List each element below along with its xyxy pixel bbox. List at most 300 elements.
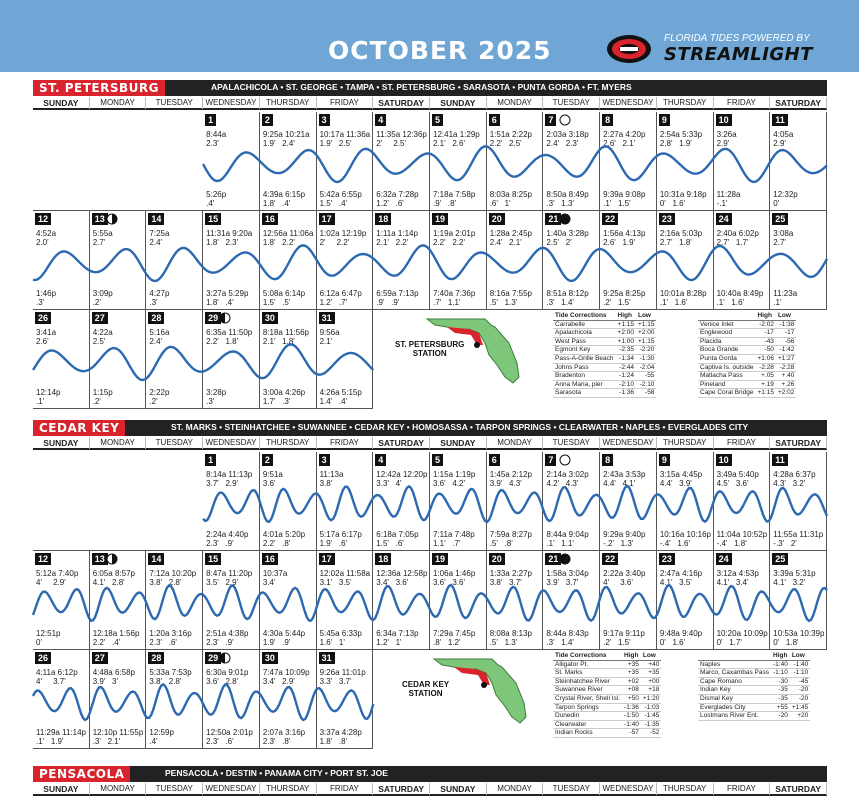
high-tide-text: 4:28a 6:37p 4.3' 3.2' bbox=[773, 470, 816, 488]
corrections-cell: -35 bbox=[771, 694, 790, 703]
corrections-cell: -20 bbox=[790, 694, 810, 703]
station-cities: APALACHICOLA • ST. GEORGE • TAMPA • ST. PETERSBURG • SARASOTA • PUNTA GORDA • FT. MYERS bbox=[211, 82, 632, 92]
weekday-label: WEDNESDAY bbox=[600, 437, 657, 449]
low-tide-text: 8:50a 8:49p .3' 1.3' bbox=[546, 190, 589, 208]
date-number: 18 bbox=[375, 553, 391, 565]
high-tide-text: 8:47a 11:20p 3.5' 2.9' bbox=[206, 569, 253, 587]
high-tide-text: 5:55a 2.7' bbox=[92, 229, 113, 247]
day-cell bbox=[317, 112, 374, 211]
low-tide-text: 5:45a 6:33p 1.6' 1' bbox=[319, 629, 362, 647]
corrections-cell: -1:40 bbox=[790, 660, 810, 669]
corrections-cell: Carrabelle bbox=[553, 320, 616, 329]
corrections-cell: -45 bbox=[790, 677, 810, 686]
high-tide-text: 10:17a 11:36a 1.9' 2.5' bbox=[319, 130, 371, 148]
date-number: 2 bbox=[262, 454, 273, 466]
corrections-cell: +1:15 bbox=[757, 389, 774, 397]
weekday-label: THURSDAY bbox=[260, 437, 317, 449]
high-tide-text: 4:22a 2.5' bbox=[92, 328, 113, 346]
date-number: 9 bbox=[659, 114, 670, 126]
corrections-cell: -17 bbox=[755, 329, 775, 338]
date-number: 7 bbox=[545, 454, 556, 466]
corrections-cell: St. Marks bbox=[553, 669, 622, 678]
day-cell bbox=[714, 452, 771, 551]
tide-corrections-right bbox=[698, 652, 810, 721]
corrections-cell: -1:10 bbox=[790, 669, 810, 678]
date-number: 12 bbox=[35, 553, 51, 565]
corrections-cell: Pineland bbox=[698, 380, 755, 389]
corrections-cell: +2:00 bbox=[617, 329, 634, 337]
date-number: 30 bbox=[262, 652, 278, 664]
low-tide-text: 12:10p 11:55p .3' 2.1' bbox=[92, 728, 144, 746]
date-number: 27 bbox=[92, 652, 108, 664]
high-tide-text: 7:25a 2.4' bbox=[149, 229, 170, 247]
low-tide-text: 12:50a 2:01p 2.3' .6' bbox=[206, 728, 253, 746]
corrections-cell: Anna Maria, pier bbox=[553, 380, 616, 389]
corrections-cell: West Pass bbox=[553, 337, 616, 346]
corrections-cell: -1:24 bbox=[616, 372, 636, 381]
day-cell bbox=[260, 310, 317, 409]
high-tide-text: 2:43a 3:53p 4.4' 4.1' bbox=[603, 470, 646, 488]
day-cell bbox=[430, 452, 487, 551]
high-tide-text: 1:40a 3:28p 2.5' 2' bbox=[546, 229, 589, 247]
corrections-cell: Captiva Is. outside bbox=[700, 363, 754, 371]
corrections-cell: +1:15 bbox=[637, 320, 655, 328]
weekday-label: SATURDAY bbox=[770, 437, 827, 449]
date-number: 28 bbox=[148, 652, 164, 664]
high-tide-text: 6:30a 9:01p 3.6' 2.8' bbox=[206, 668, 249, 686]
high-tide-text: 3:39a 5:31p 4.1' 3.2' bbox=[773, 569, 816, 587]
weekday-header-row bbox=[33, 783, 827, 796]
day-cell bbox=[33, 310, 90, 409]
weekday-label: TUESDAY bbox=[543, 783, 600, 795]
high-tide-text: 5:16a 2.4' bbox=[149, 328, 170, 346]
high-tide-text: 2:22a 3:40p 4' 3.6' bbox=[603, 569, 646, 587]
low-tide-text: 5:17a 6:17p 1.9' .6' bbox=[319, 530, 362, 548]
day-cell bbox=[600, 551, 657, 650]
day-cell bbox=[487, 112, 544, 211]
day-cell bbox=[543, 211, 600, 310]
high-tide-text: 1:02a 12:19p 2' 2.2' bbox=[319, 229, 367, 247]
high-tide-text: 9:51a 3.6' bbox=[262, 470, 283, 488]
corrections-cell: -2:10 bbox=[616, 380, 636, 389]
high-tide-text: 11:31a 9:20a 1.8' 2.3' bbox=[206, 229, 253, 247]
high-tide-text: 2:27a 4:20p 2.6' 2.1' bbox=[603, 130, 646, 148]
corrections-header-cell: High bbox=[622, 652, 641, 660]
corrections-cell: -1:36 bbox=[624, 703, 639, 711]
low-tide-text: 3:00a 4:26p 1.7' .3' bbox=[262, 388, 306, 406]
date-number: 3 bbox=[319, 454, 330, 466]
low-tide-text: 5:08a 6:14p 1.5' .5' bbox=[262, 289, 306, 307]
moon-last-icon bbox=[106, 553, 118, 565]
corrections-cell: Indian Key bbox=[698, 686, 771, 695]
day-cell bbox=[90, 310, 147, 409]
weekday-label: THURSDAY bbox=[657, 783, 714, 795]
high-tide-text: 12:02a 11:58a 3.1' 3.5' bbox=[319, 569, 371, 587]
day-cell bbox=[33, 551, 90, 650]
corrections-cell: +1:00 bbox=[617, 337, 634, 345]
weekday-label: TUESDAY bbox=[543, 97, 600, 109]
corrections-cell: +50 bbox=[622, 694, 641, 703]
day-cell bbox=[487, 452, 544, 551]
day-cell bbox=[487, 211, 544, 310]
day-cell bbox=[90, 211, 147, 310]
low-tide-text: 1:46p .3' bbox=[36, 289, 57, 307]
low-tide-text: 2:51a 4:38p 2.3' .9' bbox=[206, 629, 249, 647]
high-tide-text: 3:12a 4:53p 4.1' 3.4' bbox=[716, 569, 759, 587]
corrections-cell: -1:38 bbox=[776, 320, 796, 329]
low-tide-text: 1:15p .2' bbox=[92, 388, 113, 406]
day-cell bbox=[260, 112, 317, 211]
high-tide-text: 3:26a 2.9' bbox=[716, 130, 737, 148]
date-number: 21 bbox=[545, 553, 561, 565]
day-cell bbox=[260, 452, 317, 551]
moon-new-icon bbox=[559, 213, 571, 225]
date-number: 7 bbox=[545, 114, 556, 126]
date-number: 20 bbox=[489, 553, 505, 565]
corrections-cell: +55 bbox=[771, 703, 790, 712]
corrections-cell: +1:20 bbox=[642, 694, 660, 702]
day-cell bbox=[33, 211, 90, 310]
moon-first-icon bbox=[219, 652, 231, 664]
day-cell bbox=[317, 650, 374, 749]
corrections-cell: -1:42 bbox=[776, 346, 796, 355]
corrections-header-cell: High bbox=[755, 312, 775, 320]
low-tide-text: 10:16a 10:16p -.4' 1.6' bbox=[659, 530, 712, 548]
low-tide-text: 4:27p .3' bbox=[149, 289, 170, 307]
date-number: 29 bbox=[205, 652, 221, 664]
weekday-label: SUNDAY bbox=[430, 97, 487, 109]
low-tide-text: 2:07a 3:16p 2.3' .8' bbox=[262, 728, 306, 746]
weekday-label: WEDNESDAY bbox=[203, 97, 260, 109]
date-number: 23 bbox=[659, 553, 675, 565]
low-tide-text: 5:26p .4' bbox=[206, 190, 227, 208]
corrections-cell: -43 bbox=[755, 337, 775, 346]
streamlight-logo-icon bbox=[606, 34, 652, 64]
day-cell bbox=[770, 452, 827, 551]
date-number: 19 bbox=[432, 213, 448, 225]
tide-corrections-right bbox=[698, 312, 796, 398]
page-title: OCTOBER 2025 bbox=[328, 36, 552, 65]
corrections-cell: -20 bbox=[790, 686, 810, 695]
weekday-label: THURSDAY bbox=[657, 97, 714, 109]
day-cell bbox=[714, 112, 771, 211]
weekday-label: THURSDAY bbox=[260, 783, 317, 795]
date-number: 1 bbox=[205, 114, 216, 126]
date-number: 13 bbox=[92, 553, 108, 565]
corrections-cell: -2:44 bbox=[616, 363, 636, 372]
high-tide-text: 12:36a 12:58p 3.4' 3.6' bbox=[376, 569, 428, 587]
date-number: 26 bbox=[35, 652, 51, 664]
date-number: 25 bbox=[772, 213, 788, 225]
day-cell bbox=[373, 112, 430, 211]
corrections-cell: Dunedin bbox=[553, 712, 622, 721]
low-tide-text: 11:28a -.1' bbox=[716, 190, 741, 208]
date-number: 26 bbox=[35, 312, 51, 324]
corrections-cell: +35 bbox=[622, 669, 641, 678]
day-cell bbox=[487, 551, 544, 650]
high-tide-text: 1:28a 2:45p 2.4' 2.1' bbox=[489, 229, 532, 247]
corrections-cell: Boca Grande bbox=[698, 346, 755, 355]
high-tide-text: 9:25a 10:21a 1.9' 2.4' bbox=[262, 130, 310, 148]
high-tide-text: 8:44a 2.3' bbox=[206, 130, 227, 148]
weekday-header-row bbox=[33, 437, 827, 450]
date-number: 12 bbox=[35, 213, 51, 225]
low-tide-text: 10:01a 8:28p .1' 1.6' bbox=[659, 289, 707, 307]
low-tide-text: 7:40a 7:36p .7' 1.1' bbox=[433, 289, 476, 307]
day-cell bbox=[373, 452, 430, 551]
low-tide-text: 3:27a 5:29p 1.8' .4' bbox=[206, 289, 249, 307]
weekday-label: SATURDAY bbox=[770, 783, 827, 795]
day-cell bbox=[90, 551, 147, 650]
low-tide-text: 7:18a 7:58p .9' .8' bbox=[433, 190, 476, 208]
date-number: 6 bbox=[489, 454, 500, 466]
low-tide-text: 9:17a 9:11p .2' 1.5' bbox=[603, 629, 645, 647]
day-cell bbox=[203, 211, 260, 310]
high-tide-text: 3:08a 2.7' bbox=[773, 229, 794, 247]
weekday-label: SUNDAY bbox=[33, 437, 90, 449]
low-tide-text: 7:11a 7:48p 1.1' .7' bbox=[433, 530, 475, 548]
day-cell bbox=[203, 452, 260, 551]
corrections-header-cell: Low bbox=[636, 312, 656, 320]
corrections-cell: -1:34 bbox=[616, 354, 636, 363]
corrections-cell: Pass-A-Grille Beach bbox=[555, 354, 614, 362]
weekday-label: WEDNESDAY bbox=[600, 97, 657, 109]
date-number: 28 bbox=[148, 312, 164, 324]
station-label: ST. PETERSBURG STATION bbox=[395, 340, 465, 358]
day-cell bbox=[770, 112, 827, 211]
corrections-cell: Cape Coral Bridge bbox=[700, 389, 754, 397]
corrections-cell: +.26 bbox=[776, 380, 796, 389]
corrections-cell: Apalachicola bbox=[553, 329, 616, 338]
low-tide-text: 6:18a 7:05p 1.5' .6' bbox=[376, 530, 419, 548]
low-tide-text: 9:25a 8:25p .2' 1.5' bbox=[603, 289, 646, 307]
low-tide-text: 12:32p 0' bbox=[773, 190, 798, 208]
date-number: 31 bbox=[319, 652, 335, 664]
moon-new-icon bbox=[559, 553, 571, 565]
corrections-cell: +40 bbox=[641, 660, 661, 669]
high-tide-text: 1:11a 1:14p 2.1' 2.2' bbox=[376, 229, 418, 247]
moon-first-icon bbox=[219, 312, 231, 324]
corrections-cell: +02 bbox=[622, 677, 641, 686]
high-tide-text: 4:11a 6:12p 4' 3.7' bbox=[36, 668, 78, 686]
high-tide-text: 7:47a 10:09p 3.4' 2.9' bbox=[262, 668, 310, 686]
high-tide-text: 4:52a 2.0' bbox=[36, 229, 57, 247]
corrections-cell: -1:35 bbox=[641, 720, 661, 729]
tide-week-row bbox=[33, 452, 827, 551]
section-header-bar bbox=[33, 420, 827, 436]
day-cell bbox=[203, 310, 260, 409]
date-number: 20 bbox=[489, 213, 505, 225]
corrections-cell: -2:35 bbox=[616, 346, 636, 355]
low-tide-text: 11:23a .1' bbox=[773, 289, 798, 307]
high-tide-text: 1:58a 3:04p 3.9' 3.7' bbox=[546, 569, 589, 587]
weekday-label: MONDAY bbox=[90, 97, 147, 109]
high-tide-text: 3:15a 4:45p 4.4' 3.9' bbox=[659, 470, 703, 488]
station-cities: ST. MARKS • STEINHATCHEE • SUWANNEE • CEDAR KEY • HOMOSASSA • TARPON SPRINGS • CLEARWATER • NAPLES • EVERGLADES CITY bbox=[171, 422, 749, 432]
station-name: ST. PETERSBURG bbox=[33, 80, 165, 96]
section-header-bar bbox=[33, 766, 827, 782]
high-tide-text: 2:47a 4:16p 4.1' 3.5' bbox=[659, 569, 703, 587]
date-number: 25 bbox=[772, 553, 788, 565]
tide-week-row bbox=[33, 211, 827, 310]
corrections-cell: Marco, Caxambas Pass bbox=[700, 669, 769, 677]
empty-cell bbox=[90, 452, 147, 551]
corrections-cell: Crystal River, Shell Isl. bbox=[555, 694, 621, 702]
corrections-header-cell: High bbox=[616, 312, 636, 320]
low-tide-text: 8:16a 7:55p .5' 1.3' bbox=[489, 289, 532, 307]
low-tide-text: 8:44a 9:04p .1' 1.1' bbox=[546, 530, 589, 548]
day-cell bbox=[146, 551, 203, 650]
low-tide-text: 8:51a 8:12p .3' 1.4' bbox=[546, 289, 589, 307]
date-number: 22 bbox=[602, 553, 618, 565]
day-cell bbox=[203, 650, 260, 749]
low-tide-text: 12:18a 1:56p 2.2' .4' bbox=[92, 629, 140, 647]
low-tide-text: 7:59a 8:27p .5' .8' bbox=[489, 530, 532, 548]
corrections-cell: Clearwater bbox=[553, 720, 622, 729]
weekday-label: MONDAY bbox=[487, 783, 544, 795]
corrections-cell: +2:02 bbox=[777, 389, 795, 397]
corrections-cell: +1:15 bbox=[617, 320, 634, 328]
corrections-cell: Egmont Key bbox=[553, 346, 616, 355]
date-number: 11 bbox=[772, 454, 788, 466]
date-number: 8 bbox=[602, 454, 613, 466]
corrections-cell: Everglades City bbox=[698, 703, 771, 712]
low-tide-text: 2:22p .2' bbox=[149, 388, 170, 406]
corrections-cell: +08 bbox=[622, 686, 641, 695]
day-cell bbox=[203, 112, 260, 211]
date-number: 24 bbox=[716, 553, 732, 565]
corrections-cell: -2:28 bbox=[755, 363, 775, 372]
low-tide-text: 2:24a 4:40p 2.3' .9' bbox=[206, 530, 249, 548]
low-tide-text: 5:42a 6:55p 1.5' .4' bbox=[319, 190, 362, 208]
date-number: 3 bbox=[319, 114, 330, 126]
corrections-cell: -2:20 bbox=[636, 346, 656, 355]
high-tide-text: 4:05a 2.9' bbox=[773, 130, 794, 148]
high-tide-text: 5:12a 7:40p 4' 2.9' bbox=[36, 569, 79, 587]
banner bbox=[0, 0, 859, 72]
weekday-label: TUESDAY bbox=[146, 437, 203, 449]
date-number: 6 bbox=[489, 114, 500, 126]
day-cell bbox=[260, 551, 317, 650]
day-cell bbox=[317, 211, 374, 310]
corrections-cell: -17 bbox=[776, 329, 796, 338]
moon-full-icon bbox=[559, 114, 571, 126]
day-cell bbox=[260, 650, 317, 749]
day-cell bbox=[657, 211, 714, 310]
high-tide-text: 6:05a 8:57p 4.1' 2.8' bbox=[92, 569, 135, 587]
date-number: 27 bbox=[92, 312, 108, 324]
high-tide-text: 9:26a 11:01p 3.3' 3.7' bbox=[319, 668, 366, 686]
date-number: 15 bbox=[205, 553, 221, 565]
low-tide-text: 3:09p .2' bbox=[92, 289, 113, 307]
high-tide-text: 8:18a 11:56p 2.1' 1.8' bbox=[262, 328, 309, 346]
weekday-label: SUNDAY bbox=[430, 437, 487, 449]
day-cell bbox=[543, 551, 600, 650]
high-tide-text: 2:16a 5:03p 2.7' 1.8' bbox=[659, 229, 703, 247]
corrections-cell: Naples bbox=[698, 660, 771, 669]
weekday-label: MONDAY bbox=[487, 97, 544, 109]
weekday-label: FRIDAY bbox=[714, 783, 771, 795]
weekday-label: TUESDAY bbox=[146, 783, 203, 795]
moon-last-icon bbox=[106, 213, 118, 225]
low-tide-text: 4:39a 6:15p 1.8' .4' bbox=[262, 190, 306, 208]
date-number: 5 bbox=[432, 454, 443, 466]
powered-by-text: FLORIDA TIDES POWERED BY bbox=[664, 33, 810, 44]
weekday-label: SATURDAY bbox=[770, 97, 827, 109]
corrections-cell: +.19 bbox=[755, 380, 775, 389]
high-tide-text: 12:41a 1:29p 2.1' 2.6' bbox=[433, 130, 480, 148]
corrections-cell: -35 bbox=[771, 686, 790, 695]
day-cell bbox=[33, 650, 90, 749]
day-cell bbox=[770, 211, 827, 310]
weekday-label: THURSDAY bbox=[260, 97, 317, 109]
day-cell bbox=[600, 452, 657, 551]
date-number: 24 bbox=[716, 213, 732, 225]
corrections-cell: Alligator Pt. bbox=[553, 660, 622, 669]
low-tide-text: 4:30a 5:44p 1.9' .9' bbox=[262, 629, 306, 647]
corrections-cell: +35 bbox=[641, 669, 661, 678]
corrections-cell: +18 bbox=[641, 686, 661, 695]
day-cell bbox=[430, 551, 487, 650]
date-number: 30 bbox=[262, 312, 278, 324]
day-cell bbox=[714, 551, 771, 650]
corrections-cell: Dismal Key bbox=[698, 694, 771, 703]
low-tide-text: 12:14p .1' bbox=[36, 388, 61, 406]
date-number: 29 bbox=[205, 312, 221, 324]
date-number: 4 bbox=[375, 454, 386, 466]
weekday-label: FRIDAY bbox=[714, 97, 771, 109]
corrections-cell: +1:45 bbox=[791, 703, 809, 711]
weekday-label: FRIDAY bbox=[317, 97, 374, 109]
low-tide-text: 8:44a 8:43p .3' 1.4' bbox=[546, 629, 589, 647]
date-number: 16 bbox=[262, 213, 278, 225]
corrections-cell: -1:36 bbox=[616, 389, 636, 398]
empty-cell bbox=[33, 112, 90, 211]
weekday-label: SUNDAY bbox=[33, 97, 90, 109]
section-header-bar bbox=[33, 80, 827, 96]
weekday-label: MONDAY bbox=[487, 437, 544, 449]
corrections-cell: -1:30 bbox=[636, 354, 656, 363]
date-number: 23 bbox=[659, 213, 675, 225]
high-tide-text: 2:03a 3:18p 2.4' 2.3' bbox=[546, 130, 589, 148]
station-label: CEDAR KEY STATION bbox=[402, 680, 450, 698]
empty-cell bbox=[146, 112, 203, 211]
high-tide-text: 1:56a 4:13p 2.6' 1.9' bbox=[603, 229, 646, 247]
corrections-header-cell bbox=[698, 312, 755, 320]
low-tide-text: 11:55a 11:31p -.3' 2' bbox=[773, 530, 824, 548]
corrections-cell: -1:40 bbox=[624, 720, 639, 728]
corrections-cell: +1:27 bbox=[777, 354, 795, 362]
date-number: 15 bbox=[205, 213, 221, 225]
high-tide-text: 6:35a 11:50p 2.2' 1.8' bbox=[206, 328, 253, 346]
corrections-cell: Punta Gorda bbox=[698, 354, 755, 363]
corrections-cell: Suwannee River bbox=[553, 686, 622, 695]
corrections-cell: +20 bbox=[790, 712, 810, 721]
day-cell bbox=[317, 310, 374, 409]
moon-full-icon bbox=[559, 454, 571, 466]
low-tide-text: 4:01a 5:20p 2.2' .8' bbox=[262, 530, 306, 548]
corrections-cell: -50 bbox=[755, 346, 775, 355]
weekday-label: TUESDAY bbox=[543, 437, 600, 449]
corrections-cell: -2:04 bbox=[636, 363, 656, 372]
weekday-label: SATURDAY bbox=[373, 437, 430, 449]
day-cell bbox=[657, 112, 714, 211]
day-cell bbox=[317, 551, 374, 650]
low-tide-text: 9:39a 9:08p .1' 1.5' bbox=[603, 190, 646, 208]
low-tide-text: 9:48a 9:40p 0' 1.6' bbox=[659, 629, 703, 647]
corrections-cell: -20 bbox=[771, 712, 790, 721]
day-cell bbox=[430, 112, 487, 211]
